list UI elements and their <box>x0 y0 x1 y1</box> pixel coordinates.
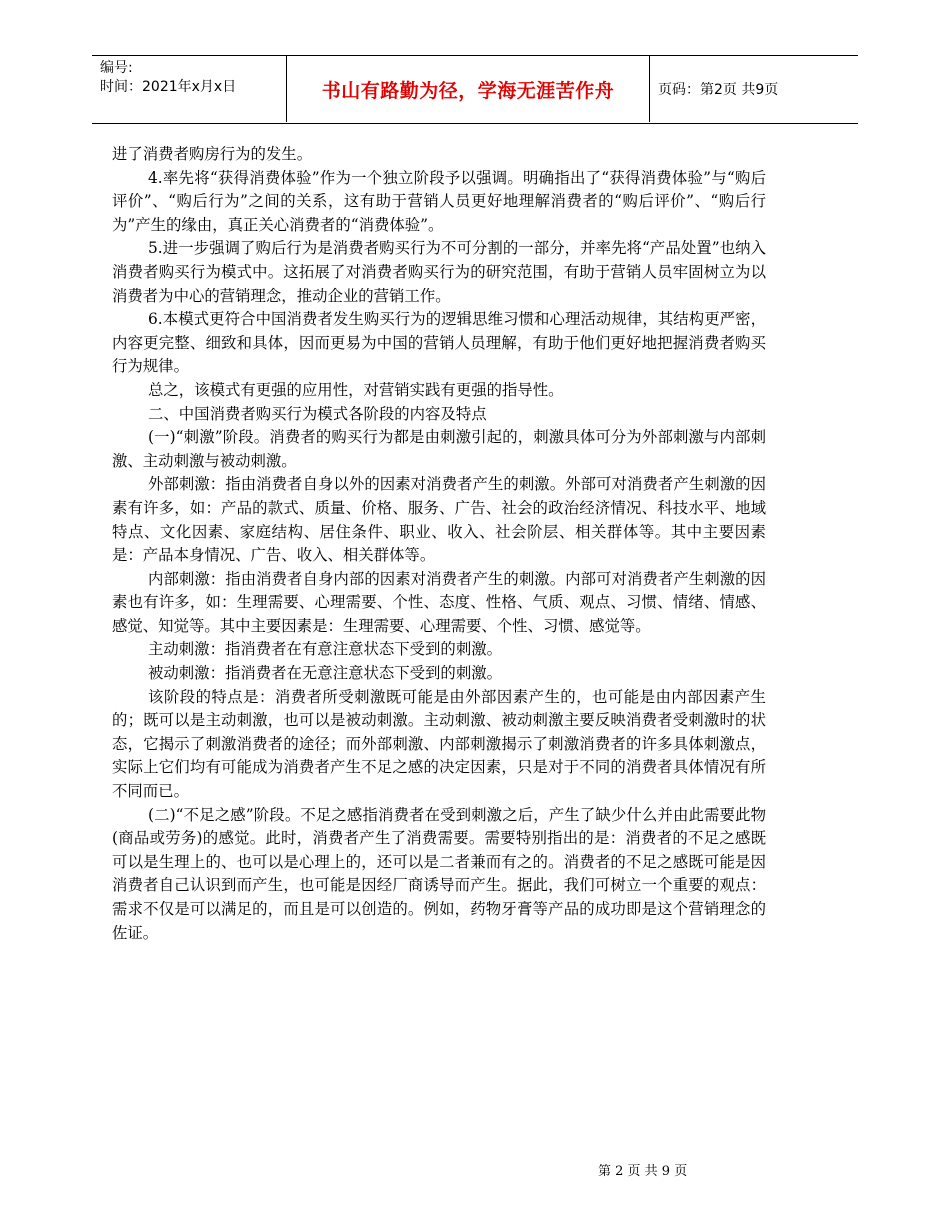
header-page-label: 页码：第2页 共9页 <box>658 82 779 98</box>
header-motto-cell <box>286 56 650 122</box>
paragraph: 被动刺激：指消费者在无意注意状态下受到的刺激。 <box>148 664 502 683</box>
document-time-label: 时间：2021年x月x日 <box>100 79 237 95</box>
paragraph: 5.进一步强调了购后行为是消费者购买行为不可分割的一部分，并率先将“产品处置”也纳入消费者购买行为模式中。这拓展了对消费者购买行为的研究范围，有助于营销人员牢固树立为以消费者为中心的营销理念，推动企业的营销工作。 <box>112 239 766 305</box>
document-body <box>112 143 766 945</box>
page-header <box>92 55 858 124</box>
paragraph: (一)“刺激”阶段。消费者的购买行为都是由刺激引起的，刺激具体可分为外部刺激与内部刺激、主动刺激与被动刺激。 <box>112 428 766 470</box>
document-number-label: 编号: <box>100 60 133 76</box>
paragraph: 外部刺激：指由消费者自身以外的因素对消费者产生的刺激。外部可对消费者产生刺激的因素有许多，如：产品的款式、质量、价格、服务、广告、社会的政治经济情况、科技水平、地域特点、文化因素、家庭结构、居住条件、职业、收入、社会阶层、相关群体等。其中主要因素是：产品本身情况、广告、收入、相关群体等。 <box>112 475 766 565</box>
paragraph: 该阶段的特点是：消费者所受刺激既可能是由外部因素产生的，也可能是由内部因素产生的；既可以是主动刺激，也可以是被动刺激。主动刺激、被动刺激主要反映消费者受刺激时的状态，它揭示了刺激消费者的途径；而外部刺激、内部刺激揭示了刺激消费者的许多具体刺激点，实际上它们均有可能成为消费者产生不足之感的决定因素，只是对于不同的消费者具体情况有所不同而已。 <box>112 687 766 801</box>
page-footer: 第 2 页 共 9 页 <box>598 1164 688 1179</box>
paragraph: (二)“不足之感”阶段。不足之感指消费者在受到刺激之后，产生了缺少什么并由此需要此物(商品或劳务)的感觉。此时，消费者产生了消费需要。需要特别指出的是：消费者的不足之感既可以是生理上的、也可以是心理上的，还可以是二者兼而有之的。消费者的不足之感既可能是因消费者自己认识到而产生，也可能是因经厂商诱导而产生。据此，我们可树立一个重要的观点：需求不仅是可以满足的，而且是可以创造的。例如，药物牙膏等产品的成功即是这个营销理念的佐证。 <box>112 805 766 942</box>
header-motto: 书山有路勤为径，学海无涯苦作舟 <box>321 79 615 102</box>
paragraph: 4.率先将“获得消费体验”作为一个独立阶段予以强调。明确指出了“获得消费体验”与“购后评价”、“购后行为”之间的关系，这有助于营销人员更好地理解消费者的“购后评价”、“购后行为”产生的缘由，真正关心消费者的“消费体验”。 <box>112 168 766 234</box>
paragraph: 内部刺激：指由消费者自身内部的因素对消费者产生的刺激。内部可对消费者产生刺激的因素也有许多，如：生理需要、心理需要、个性、态度、性格、气质、观点、习惯、情绪、情感、感觉、知觉等。其中主要因素是：生理需要、心理需要、个性、习惯、感觉等。 <box>112 569 766 635</box>
paragraph: 6.本模式更符合中国消费者发生购买行为的逻辑思维习惯和心理活动规律，其结构更严密，内容更完整、细致和具体，因而更易为中国的营销人员理解，有助于他们更好地把握消费者购买行为规律。 <box>112 310 766 376</box>
section-heading: 二、中国消费者购买行为模式各阶段的内容及特点 <box>148 404 487 423</box>
header-meta <box>100 59 236 97</box>
paragraph: 主动刺激：指消费者在有意注意状态下受到的刺激。 <box>148 640 502 659</box>
paragraph: 进了消费者购房行为的发生。 <box>112 145 313 163</box>
paragraph: 总之，该模式有更强的应用性，对营销实践有更强的指导性。 <box>148 380 564 399</box>
